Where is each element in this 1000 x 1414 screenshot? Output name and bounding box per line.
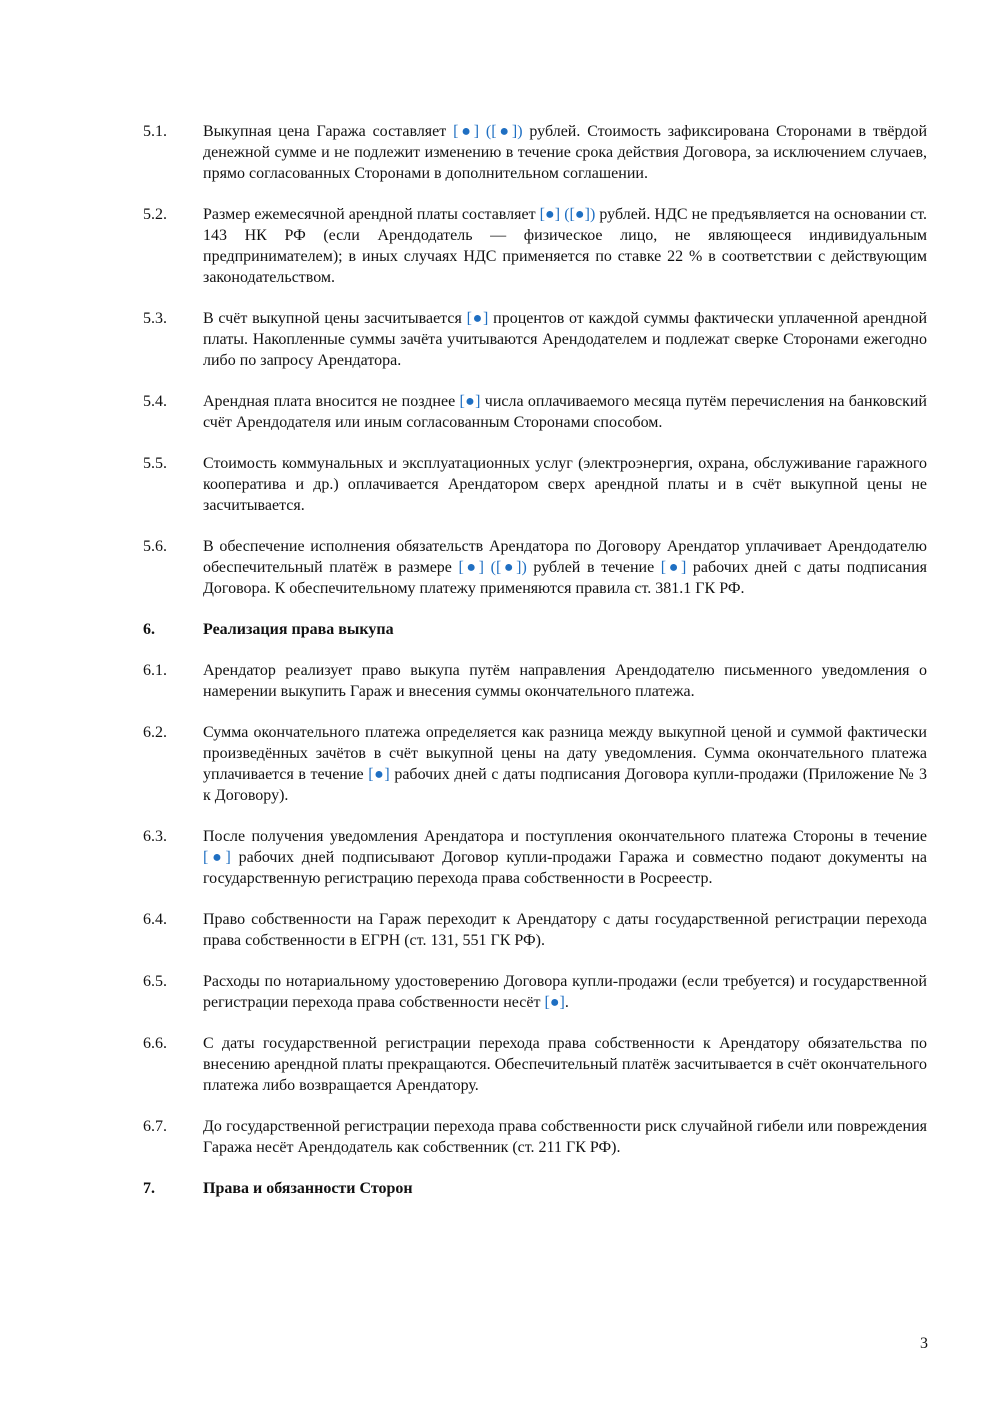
clause-number: 5.1. — [143, 123, 167, 140]
placeholder: [●] — [453, 123, 480, 140]
placeholder: [●] — [203, 849, 231, 866]
clause-text-part — [484, 559, 491, 576]
clause-text — [203, 722, 927, 806]
clause-6-2 — [143, 722, 927, 806]
clause-text-part: Сумма окончательного платежа определяется как разница между выкупной ценой и суммой фактически произведённых зачётов в счёт выкупной цены на дату уведомления. Сумма окончательного платежа уплачивается в течение — [203, 724, 927, 783]
clause-text — [203, 391, 927, 433]
clause-text-part: . — [564, 994, 569, 1011]
clause-text — [203, 536, 927, 599]
document-body — [143, 121, 927, 1219]
clause-5-6 — [143, 536, 927, 599]
clause-6-7 — [143, 1116, 927, 1158]
clause-text — [203, 971, 927, 1013]
clause-text — [203, 204, 927, 288]
clause-text-part: В счёт выкупной цены засчитывается — [203, 310, 467, 327]
clause-5-5 — [143, 453, 927, 516]
clause-text — [203, 121, 927, 184]
clause-number: 6.3. — [143, 828, 167, 845]
clause-text: Арендатор реализует право выкупа путём направления Арендодателю письменного уведомления о намерении выкупить Гараж и внесения суммы окончательного платежа. — [203, 662, 927, 700]
clause-text-part: рабочих дней с даты подписания Договора. К обеспечительному платежу применяются правила ст. 381.1 ГК РФ. — [203, 559, 928, 597]
clause-text-part: рублей. Стоимость зафиксирована Сторонами в твёрдой денежной сумме и не подлежит изменению в течение срока действия Договора, за исключением случаев, прямо согласованных Сторонами в дополнительном соглашении. — [203, 123, 928, 182]
clause-text: До государственной регистрации перехода права собственности риск случайной гибели или повреждения Гаража несёт Арендодатель как собственник (ст. 211 ГК РФ). — [203, 1118, 927, 1156]
clause-6-6 — [143, 1033, 927, 1096]
clause-text: С даты государственной регистрации перехода права собственности к Арендатору обязательства по внесению арендной платы прекращаются. Обеспечительный платёж засчитывается в счёт окончательного платежа либо возвращается Арендатору. — [203, 1035, 927, 1094]
section-heading-6 — [143, 619, 927, 640]
clause-text-part: рублей в течение — [526, 559, 661, 576]
placeholder: ([●]) — [485, 123, 523, 140]
clause-number: 6.2. — [143, 724, 167, 741]
placeholder: [●] — [368, 766, 390, 783]
clause-text-part: Арендная плата вносится не позднее — [203, 393, 460, 410]
page-number: 3 — [920, 1335, 928, 1352]
clause-text: Стоимость коммунальных и эксплуатационных услуг (электроэнергия, охрана, обслуживание гаражного кооператива и др.) оплачивается Арендатором сверх арендной платы и в счёт выкупной цены не засчитывается. — [203, 455, 927, 514]
placeholder: ([●]) — [490, 559, 527, 576]
clause-number: 6.6. — [143, 1035, 167, 1052]
clause-6-3 — [143, 826, 927, 889]
section-title: Права и обязанности Сторон — [203, 1180, 413, 1197]
placeholder: [●] — [660, 559, 687, 576]
clause-text — [203, 308, 927, 371]
clause-number: 6.4. — [143, 911, 167, 928]
placeholder: [●] — [458, 559, 485, 576]
clause-5-1 — [143, 121, 927, 184]
clause-number: 5.5. — [143, 455, 167, 472]
clause-text — [203, 826, 927, 889]
placeholder: [●] — [466, 310, 489, 327]
clause-text-part: числа оплачиваемого месяца путём перечисления на банковский счёт Арендодателя или иным согласованным Сторонами способом. — [203, 393, 927, 431]
section-number: 6. — [143, 621, 155, 638]
clause-text-part — [479, 123, 486, 140]
section-number: 7. — [143, 1180, 155, 1197]
clause-6-1 — [143, 660, 927, 702]
placeholder: [●] — [544, 994, 565, 1011]
placeholder: ([●]) — [564, 206, 596, 223]
clause-number: 6.7. — [143, 1118, 167, 1135]
clause-number: 5.6. — [143, 538, 167, 555]
clause-text-part: Расходы по нотариальному удостоверению Договора купли-продажи (если требуется) и государственной регистрации перехода права собственности несёт — [203, 973, 927, 1011]
clause-5-3 — [143, 308, 927, 371]
clause-text-part: В обеспечение исполнения обязательств Арендатора по Договору Арендатор уплачивает Арендодателю обеспечительный платёж в размере — [203, 538, 927, 576]
clause-number: 6.1. — [143, 662, 167, 679]
clause-number: 5.3. — [143, 310, 167, 327]
clause-text-part: Размер ежемесячной арендной платы составляет — [203, 206, 540, 223]
clause-6-5 — [143, 971, 927, 1013]
section-title: Реализация права выкупа — [203, 621, 394, 638]
clause-text: Право собственности на Гараж переходит к Арендатору с даты государственной регистрации перехода права собственности в ЕГРН (ст. 131, 551 ГК РФ). — [203, 911, 927, 949]
clause-5-4 — [143, 391, 927, 433]
placeholder: [●] — [539, 206, 561, 223]
clause-6-4 — [143, 909, 927, 951]
clause-text-part: рублей. НДС не предъявляется на основании ст. 143 НК РФ (если Арендодатель — физическое лицо, не являющееся индивидуальным предпринимателем); в иных случаях НДС применяется по ставке 22 % в соответствии с действующим законодательством. — [203, 206, 928, 286]
clause-number: 6.5. — [143, 973, 167, 990]
clause-text-part: процентов от каждой суммы фактически уплаченной арендной платы. Накопленные суммы зачёта учитываются Арендодателем и подлежат сверке Сторонами ежегодно либо по запросу Арендатора. — [203, 310, 928, 369]
section-heading-7 — [143, 1178, 927, 1199]
clause-text-part: рабочих дней с даты подписания Договора купли-продажи (Приложение № 3 к Договору). — [203, 766, 928, 804]
clause-5-2 — [143, 204, 927, 288]
clause-text-part: рабочих дней подписывают Договор купли-продажи Гаража и совместно подают документы на государственную регистрацию перехода права собственности в Росреестр. — [203, 849, 928, 887]
clause-text-part: Выкупная цена Гаража составляет — [203, 123, 454, 140]
clause-text-part: После получения уведомления Арендатора и поступления окончательного платежа Стороны в течение — [203, 828, 927, 845]
clause-number: 5.2. — [143, 206, 167, 223]
placeholder: [●] — [459, 393, 481, 410]
clause-number: 5.4. — [143, 393, 167, 410]
